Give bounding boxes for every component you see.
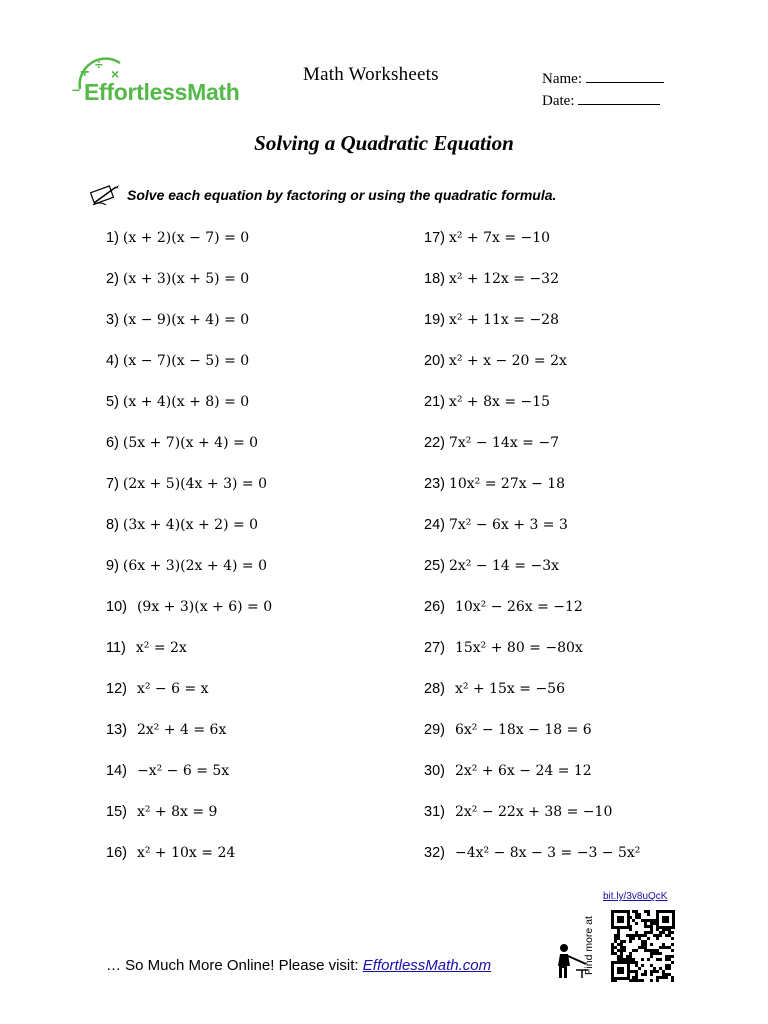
- problem-number: 18): [424, 271, 445, 287]
- problem-equation: x² + 15x = −56: [454, 681, 565, 697]
- problem-number: 17): [424, 230, 445, 246]
- problem-item: [106, 763, 229, 780]
- problem-equation: (5x + 7)(x + 4) = 0: [122, 435, 259, 451]
- problem-item: [106, 640, 187, 657]
- problem-number: 13): [106, 722, 127, 738]
- name-blank[interactable]: [586, 70, 664, 83]
- problem-number: 15): [106, 804, 127, 820]
- problem-item: [424, 722, 592, 739]
- problem-equation: 7x² − 14x = −7: [448, 435, 559, 451]
- problem-equation: 15x² + 80 = −80x: [454, 640, 583, 656]
- effortlessmath-logo: [70, 55, 255, 113]
- problem-item: [424, 517, 568, 534]
- date-label: Date:: [542, 93, 575, 109]
- logo-text: EffortlessMath: [84, 79, 240, 105]
- problem-number: 20): [424, 353, 445, 369]
- problem-equation: −4x² − 8x − 3 = −3 − 5x²: [454, 845, 641, 861]
- problem-equation: 7x² − 6x + 3 = 3: [448, 517, 568, 533]
- problem-number: 29): [424, 722, 445, 738]
- svg-text:÷: ÷: [95, 56, 103, 72]
- problem-equation: 10x² = 27x − 18: [448, 476, 566, 492]
- problem-item: [106, 435, 258, 452]
- header-title: Math Worksheets: [303, 64, 439, 85]
- problem-item: [424, 599, 583, 616]
- problem-number: 9): [106, 558, 119, 574]
- problem-number: 30): [424, 763, 445, 779]
- problem-equation: x² − 6 = x: [136, 681, 209, 697]
- problem-item: [106, 804, 217, 821]
- svg-text:−: −: [72, 82, 81, 95]
- problem-equation: (x − 9)(x + 4) = 0: [122, 312, 250, 328]
- name-field: [542, 70, 664, 88]
- name-label: Name:: [542, 71, 582, 87]
- qr-code-icon[interactable]: [611, 910, 675, 982]
- problem-number: 2): [106, 271, 119, 287]
- footer-link[interactable]: EffortlessMath.com: [362, 957, 492, 974]
- qr-short-link[interactable]: bit.ly/3v8uQcK: [603, 891, 668, 902]
- problem-equation: x² + x − 20 = 2x: [448, 353, 567, 369]
- problem-item: [424, 681, 565, 698]
- date-blank[interactable]: [578, 92, 660, 105]
- problem-number: 11): [106, 640, 126, 656]
- problem-item: [424, 353, 567, 370]
- problem-equation: 6x² − 18x − 18 = 6: [454, 722, 592, 738]
- footer-message: … So Much More Online! Please visit:: [106, 957, 363, 974]
- problem-number: 22): [424, 435, 445, 451]
- problem-equation: x² + 7x = −10: [448, 230, 551, 246]
- problem-number: 25): [424, 558, 445, 574]
- problem-number: 23): [424, 476, 445, 492]
- problem-number: 14): [106, 763, 127, 779]
- problem-number: 24): [424, 517, 445, 533]
- problem-item: [424, 558, 559, 575]
- problem-number: 21): [424, 394, 445, 410]
- problem-equation: (x + 2)(x − 7) = 0: [122, 230, 250, 246]
- problem-number: 31): [424, 804, 445, 820]
- problem-number: 16): [106, 845, 127, 861]
- problem-item: [106, 271, 249, 288]
- problem-item: [106, 312, 249, 329]
- problem-number: 26): [424, 599, 445, 615]
- problem-equation: 10x² − 26x = −12: [454, 599, 583, 615]
- problem-number: 5): [106, 394, 119, 410]
- problem-equation: x² + 11x = −28: [448, 312, 559, 328]
- problem-item: [106, 681, 209, 698]
- problem-equation: (x + 4)(x + 8) = 0: [122, 394, 250, 410]
- problem-item: [106, 558, 267, 575]
- problem-equation: 2x² + 4 = 6x: [136, 722, 227, 738]
- problem-item: [106, 722, 226, 739]
- problem-number: 4): [106, 353, 119, 369]
- problem-item: [424, 476, 565, 493]
- pencil-icon: [90, 183, 120, 207]
- problem-item: [106, 394, 249, 411]
- problem-number: 3): [106, 312, 119, 328]
- problem-item: [424, 804, 612, 821]
- problem-item: [424, 394, 550, 411]
- problem-equation: x² + 8x = 9: [136, 804, 218, 820]
- problem-item: [424, 763, 592, 780]
- problem-item: [424, 271, 559, 288]
- problem-item: [106, 476, 267, 493]
- problem-item: [106, 845, 235, 862]
- problem-item: [424, 435, 559, 452]
- problem-equation: x² = 2x: [135, 640, 187, 656]
- date-field: [542, 92, 660, 110]
- problem-equation: 2x² − 14 = −3x: [448, 558, 559, 574]
- problem-number: 6): [106, 435, 119, 451]
- problem-equation: (9x + 3)(x + 6) = 0: [136, 599, 273, 615]
- problem-item: [424, 640, 583, 657]
- problem-item: [424, 230, 550, 247]
- problem-number: 28): [424, 681, 445, 697]
- teacher-icon: [552, 940, 592, 980]
- problem-number: 10): [106, 599, 127, 615]
- problem-number: 32): [424, 845, 445, 861]
- problem-number: 7): [106, 476, 119, 492]
- instruction-text: Solve each equation by factoring or using the quadratic formula.: [127, 187, 557, 203]
- problem-item: [106, 353, 249, 370]
- problem-equation: (3x + 4)(x + 2) = 0: [122, 517, 259, 533]
- problem-equation: (6x + 3)(2x + 4) = 0: [122, 558, 267, 574]
- problem-equation: (x + 3)(x + 5) = 0: [122, 271, 250, 287]
- problem-equation: (2x + 5)(4x + 3) = 0: [122, 476, 267, 492]
- problem-equation: x² + 8x = −15: [448, 394, 551, 410]
- problem-item: [424, 312, 559, 329]
- problem-number: 27): [424, 640, 445, 656]
- problem-equation: −x² − 6 = 5x: [136, 763, 230, 779]
- problem-number: 1): [106, 230, 119, 246]
- problem-equation: (x − 7)(x − 5) = 0: [122, 353, 250, 369]
- svg-text:+: +: [80, 64, 90, 81]
- worksheet-title: Solving a Quadratic Equation: [254, 131, 514, 155]
- problem-item: [106, 517, 258, 534]
- problem-item: [106, 230, 249, 247]
- problem-number: 12): [106, 681, 127, 697]
- svg-text:×: ×: [111, 66, 120, 82]
- footer-text: [106, 957, 491, 974]
- problem-equation: x² + 10x = 24: [136, 845, 236, 861]
- problem-equation: 2x² − 22x + 38 = −10: [454, 804, 613, 820]
- find-more-label: Find more at: [583, 916, 595, 975]
- problem-item: [106, 599, 272, 616]
- problem-number: 19): [424, 312, 445, 328]
- problem-equation: x² + 12x = −32: [448, 271, 559, 287]
- problem-number: 8): [106, 517, 119, 533]
- problem-equation: 2x² + 6x − 24 = 12: [454, 763, 592, 779]
- problem-item: [424, 845, 640, 862]
